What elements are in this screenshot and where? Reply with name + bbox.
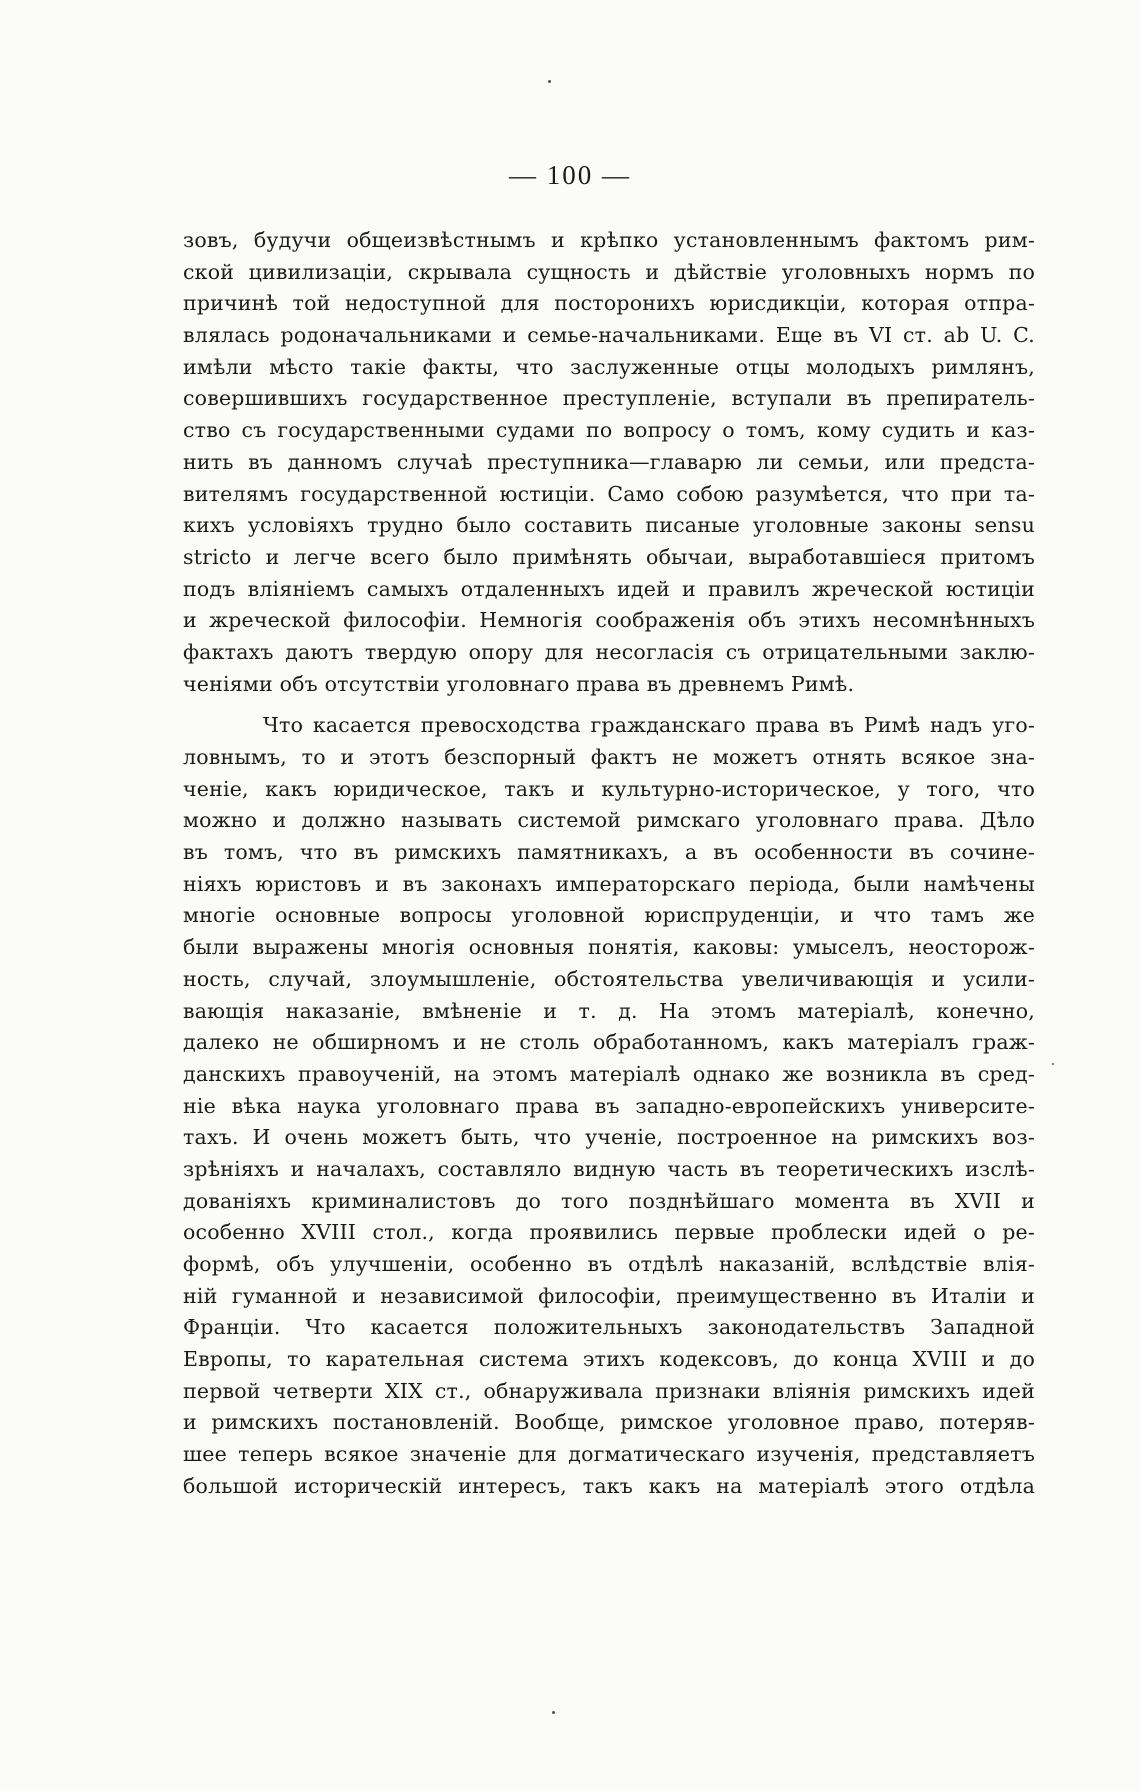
text-line: ловнымъ, то и этотъ безспорный фактъ не можетъ отнять всякое зна- <box>183 745 1035 769</box>
text-line: ніяхъ юристовъ и въ законахъ императорскаго періода, были намѣчены <box>183 871 1035 896</box>
ink-speck-right <box>1052 1063 1054 1065</box>
ink-speck-bottom <box>552 1711 555 1714</box>
text-line: имѣли мѣсто такіе факты, что заслуженные отцы молодыхъ римлянъ, <box>183 354 1035 379</box>
ink-speck-top <box>548 80 551 83</box>
text-line: данскихъ правоученій, на этомъ матеріалѣ однако же возникла въ сред- <box>183 1061 1035 1086</box>
text-line: ченіе, какъ юридическое, такъ и культурно-историческое, у того, что <box>183 776 1035 801</box>
text-line: и римскихъ постановленій. Вообще, римское уголовное право, потеряв- <box>183 1410 1035 1435</box>
text-line: были выражены многія основныя понятія, каковы: умыселъ, неосторож- <box>183 935 1035 960</box>
text-line: Франціи. Что касается положительныхъ законодательствъ Западной <box>183 1315 1035 1340</box>
text-line: шее теперь всякое значеніе для догматическаго изученія, представляетъ <box>183 1442 1035 1467</box>
text-line: дованіяхъ криминалистовъ до того позднѣйшаго момента въ XVII и <box>183 1188 1035 1213</box>
text-line: первой четверти XIX ст., обнаруживала признаки вліянія римскихъ идей <box>183 1378 1035 1403</box>
text-line: многіе основные вопросы уголовной юриспруденціи, и что тамъ же <box>183 903 1035 928</box>
text-line: подъ вліяніемъ самыхъ отдаленныхъ идей и правилъ жреческой юстиціи <box>183 576 1035 601</box>
text-line: зрѣніяхъ и началахъ, составляло видную часть въ теоретическихъ изслѣ- <box>183 1156 1035 1181</box>
text-line: влялась родоначальниками и семье-начальниками. Еще въ VI ст. ab U. C. <box>183 323 1035 348</box>
text-line: кихъ условіяхъ трудно было составить писаные уголовные законы sensu <box>183 513 1035 538</box>
text-line: далеко не обширномъ и не столь обработанномъ, какъ матеріалъ граж- <box>183 1030 1035 1055</box>
paragraph-gap <box>183 700 1035 710</box>
text-line: особенно XVIII стол., когда проявились первые проблески идей о ре- <box>183 1220 1035 1245</box>
text-line: ство съ государственными судами по вопросу о томъ, кому судить и каз- <box>183 418 1035 443</box>
text-line: ской цивилизаціи, скрывала сущность и дѣйствіе уголовныхъ нормъ по <box>183 259 1035 284</box>
text-line: stricto и легче всего было примѣнять обычаи, выработавшіеся притомъ <box>183 544 1035 569</box>
text-line: можно и должно называть системой римскаго уголовнаго права. Дѣло <box>183 808 1035 833</box>
text-line: ній гуманной и независимой философіи, преимущественно въ Италіи и <box>183 1283 1035 1308</box>
text-line: Что касается превосходства гражданскаго права въ Римѣ надъ уго- <box>263 713 1035 738</box>
text-line: причинѣ той недоступной для посторонихъ юрисдикціи, которая отпра- <box>183 291 1035 316</box>
text-line: ніе вѣка наука уголовнаго права въ западно-европейскихъ университе- <box>183 1093 1035 1118</box>
text-line: ченіями объ отсутствіи уголовнаго права въ древнемъ Римѣ. <box>183 671 855 696</box>
text-line: Европы, то карательная система этихъ кодексовъ, до конца XVIII и до <box>183 1347 1035 1372</box>
text-line: вающія наказаніе, вмѣненіе и т. д. На этомъ матеріалѣ, конечно, <box>183 998 1035 1023</box>
text-line: большой историческій интересъ, такъ какъ на матеріалѣ этого отдѣла <box>183 1473 1035 1498</box>
text-line: въ томъ, что въ римскихъ памятникахъ, а въ особенности въ сочине- <box>183 840 1035 865</box>
text-line: и жреческой философіи. Немногія соображенія объ этихъ несомнѣнныхъ <box>183 608 1035 633</box>
text-line: совершившихъ государственное преступленіе, вступали въ препиратель- <box>183 386 1035 411</box>
paragraph-2 <box>183 710 1035 1502</box>
text-line: ность, случай, злоумышленіе, обстоятельства увеличивающія и усили- <box>183 966 1035 991</box>
text-line: формѣ, объ улучшеніи, особенно въ отдѣлѣ наказаній, вслѣдствіе влія- <box>183 1252 1035 1276</box>
body-text <box>183 225 1035 1503</box>
text-line: зовъ, будучи общеизвѣстнымъ и крѣпко установленнымъ фактомъ рим- <box>183 228 1035 252</box>
text-line: тахъ. И очень можетъ быть, что ученіе, построенное на римскихъ воз- <box>183 1125 1035 1150</box>
page-number: — 100 — <box>509 160 631 190</box>
text-line: фактахъ даютъ твердую опору для несогласія съ отрицательными заклю- <box>183 639 1035 664</box>
text-line: вителямъ государственной юстиціи. Само собою разумѣется, что при та- <box>183 481 1035 506</box>
paragraph-1 <box>183 225 1035 700</box>
text-line: нить въ данномъ случаѣ преступника—главарю ли семьи, или предста- <box>183 449 1035 474</box>
